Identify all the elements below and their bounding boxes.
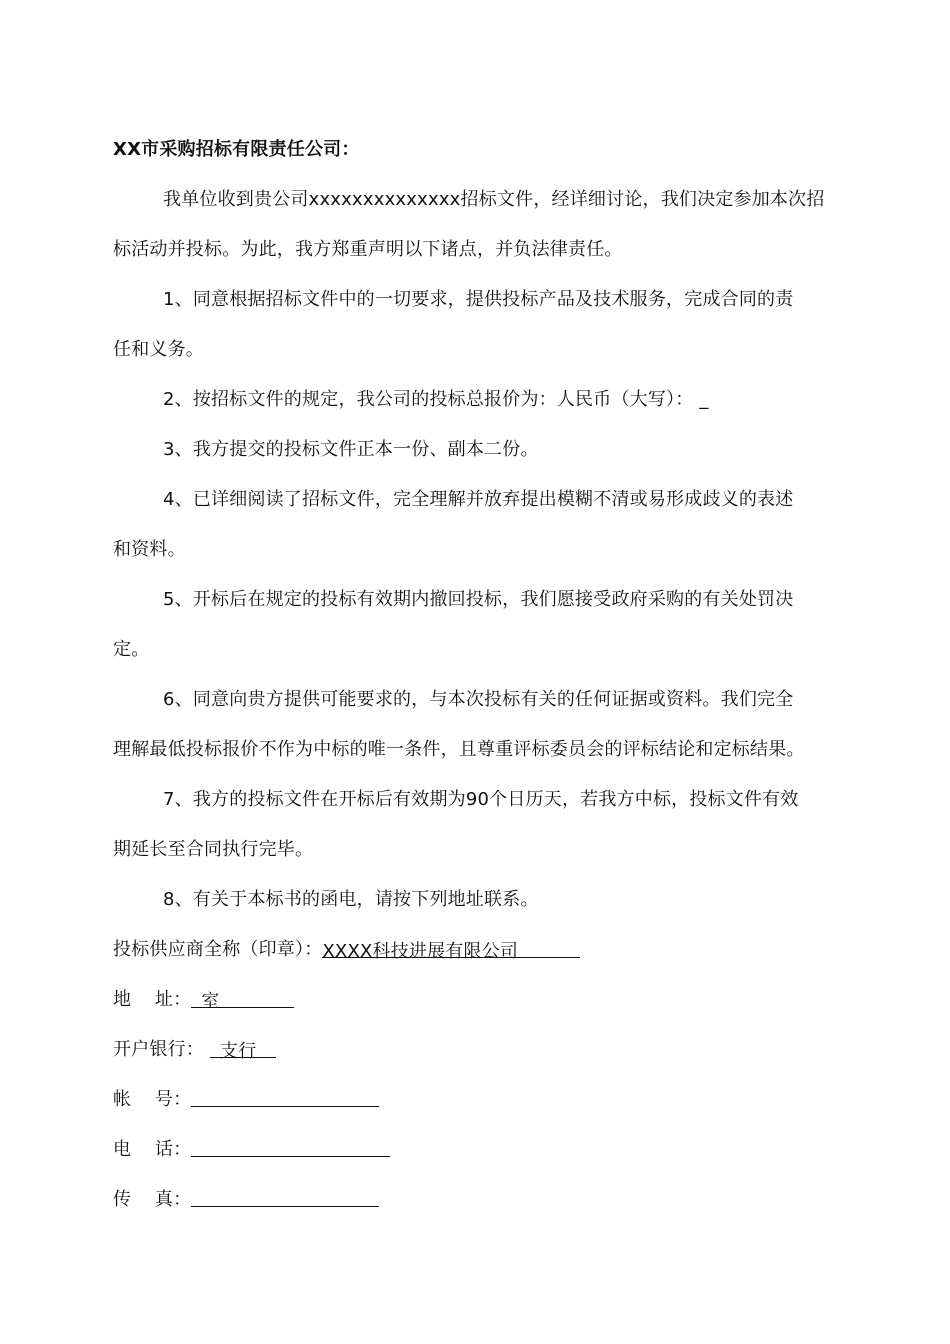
- fax-label: 传 真：: [113, 1189, 192, 1210]
- bank-row: [113, 1037, 841, 1063]
- item-5-line-1: 5、开标后在规定的投标有效期内撤回投标，我们愿接受政府采购的有关处罚决: [163, 589, 794, 610]
- addressee: XX市采购招标有限责任公司：: [113, 139, 360, 160]
- account-field[interactable]: [191, 1088, 379, 1107]
- bidder-row: [113, 937, 841, 963]
- fax-field[interactable]: [191, 1188, 379, 1207]
- intro-line-2: 标活动并投标。为此，我方郑重声明以下诸点，并负法律责任。: [113, 239, 623, 260]
- phone-row: [113, 1137, 841, 1163]
- bidder-label: 投标供应商全称（印章）：: [113, 939, 323, 960]
- item-7-line-2: 期延长至合同执行完毕。: [113, 839, 314, 860]
- intro-line-1: 我单位收到贵公司xxxxxxxxxxxxxx招标文件，经详细讨论，我们决定参加本次招: [163, 189, 825, 210]
- item-2-blank: _: [699, 389, 709, 410]
- item-5-line-2: 定。: [113, 639, 150, 660]
- address-value: 室: [201, 991, 220, 1012]
- phone-field[interactable]: [191, 1138, 390, 1157]
- account-label: 帐 号：: [113, 1089, 192, 1110]
- phone-label: 电 话：: [113, 1139, 192, 1160]
- item-6-line-2: 理解最低投标报价不作为中标的唯一条件，且尊重评标委员会的评标结论和定标结果。: [113, 739, 805, 760]
- address-row: [113, 987, 841, 1013]
- item-6-line-1: 6、同意向贵方提供可能要求的，与本次投标有关的任何证据或资料。我们完全: [163, 689, 794, 710]
- fax-row: [113, 1187, 841, 1213]
- bidder-field[interactable]: [322, 939, 580, 962]
- bank-value: 支行: [220, 1041, 257, 1062]
- bank-label: 开户银行：: [113, 1039, 204, 1060]
- bank-field[interactable]: [210, 1039, 276, 1062]
- item-2: [163, 387, 891, 413]
- account-row: [113, 1087, 841, 1113]
- item-1-line-1: 1、同意根据招标文件中的一切要求，提供投标产品及技术服务，完成合同的责: [163, 289, 794, 310]
- item-1-line-2: 任和义务。: [113, 339, 204, 360]
- item-8: 8、有关于本标书的函电，请按下列地址联系。: [163, 889, 539, 910]
- item-7-line-1: 7、我方的投标文件在开标后有效期为90个日历天，若我方中标，投标文件有效: [163, 789, 799, 810]
- address-field[interactable]: [191, 989, 294, 1012]
- item-2-text: 2、按招标文件的规定，我公司的投标总报价为：人民币（大写）：: [163, 389, 694, 410]
- item-4-line-1: 4、已详细阅读了招标文件，完全理解并放弃提出模糊不清或易形成歧义的表述: [163, 489, 794, 510]
- item-3: 3、我方提交的投标文件正本一份、副本二份。: [163, 439, 539, 460]
- address-label: 地 址：: [113, 989, 192, 1010]
- bidder-value: XXXX科技进展有限公司: [322, 941, 519, 962]
- item-4-line-2: 和资料。: [113, 539, 186, 560]
